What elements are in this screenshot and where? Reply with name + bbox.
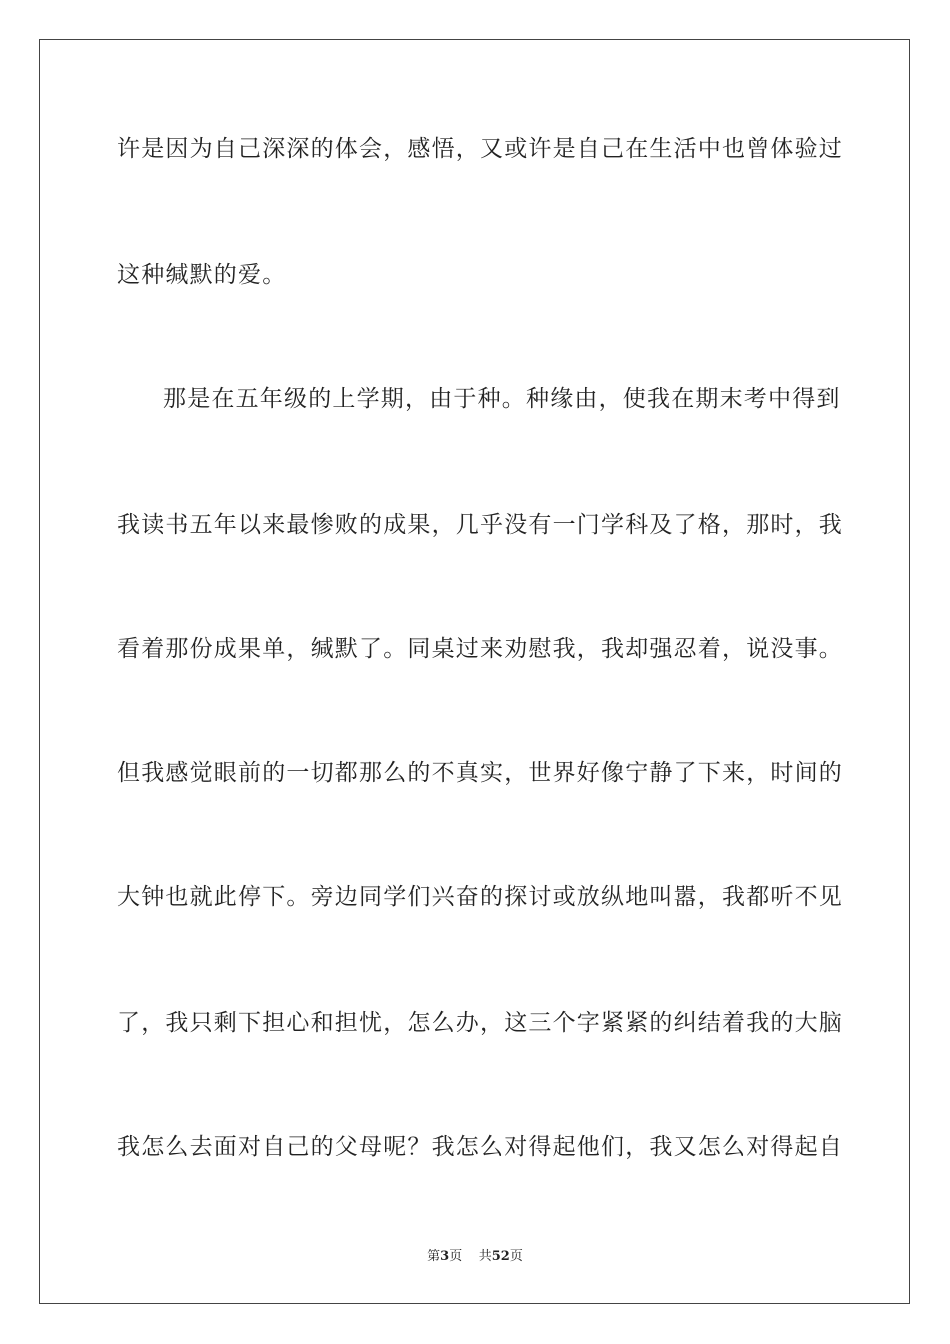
page-current: 3: [440, 1249, 450, 1264]
text-line-6: 但我感觉眼前的一切都那么的不真实，世界好像宁静了下来，时间的: [117, 760, 843, 786]
total-suffix: 页: [509, 1249, 523, 1264]
text-line-9: 我怎么去面对自己的父母呢？我怎么对得起他们，我又怎么对得起自: [117, 1134, 843, 1160]
text-line-4: 我读书五年以来最惨败的成果，几乎没有一门学科及了格，那时，我: [117, 512, 843, 538]
text-line-1: 许是因为自己深深的体会，感悟，又或许是自己在生活中也曾体验过: [117, 136, 843, 162]
page-total: 52: [491, 1249, 510, 1264]
page-prefix: 第: [427, 1249, 441, 1264]
page-suffix: 页: [449, 1249, 463, 1264]
text-line-5: 看着那份成果单，缄默了。同桌过来劝慰我，我却强忍着，说没事。: [117, 636, 843, 662]
page-footer: [0, 1248, 950, 1266]
total-prefix: 共: [478, 1249, 492, 1264]
text-line-3: 那是在五年级的上学期，由于种。种缘由，使我在期末考中得到: [163, 386, 841, 412]
text-line-8: 了，我只剩下担心和担忧，怎么办，这三个字紧紧的纠结着我的大脑: [117, 1010, 843, 1036]
page-border: [39, 39, 910, 1304]
text-line-7: 大钟也就此停下。旁边同学们兴奋的探讨或放纵地叫嚣，我都听不见: [117, 884, 843, 910]
text-line-2: 这种缄默的爱。: [117, 262, 287, 288]
